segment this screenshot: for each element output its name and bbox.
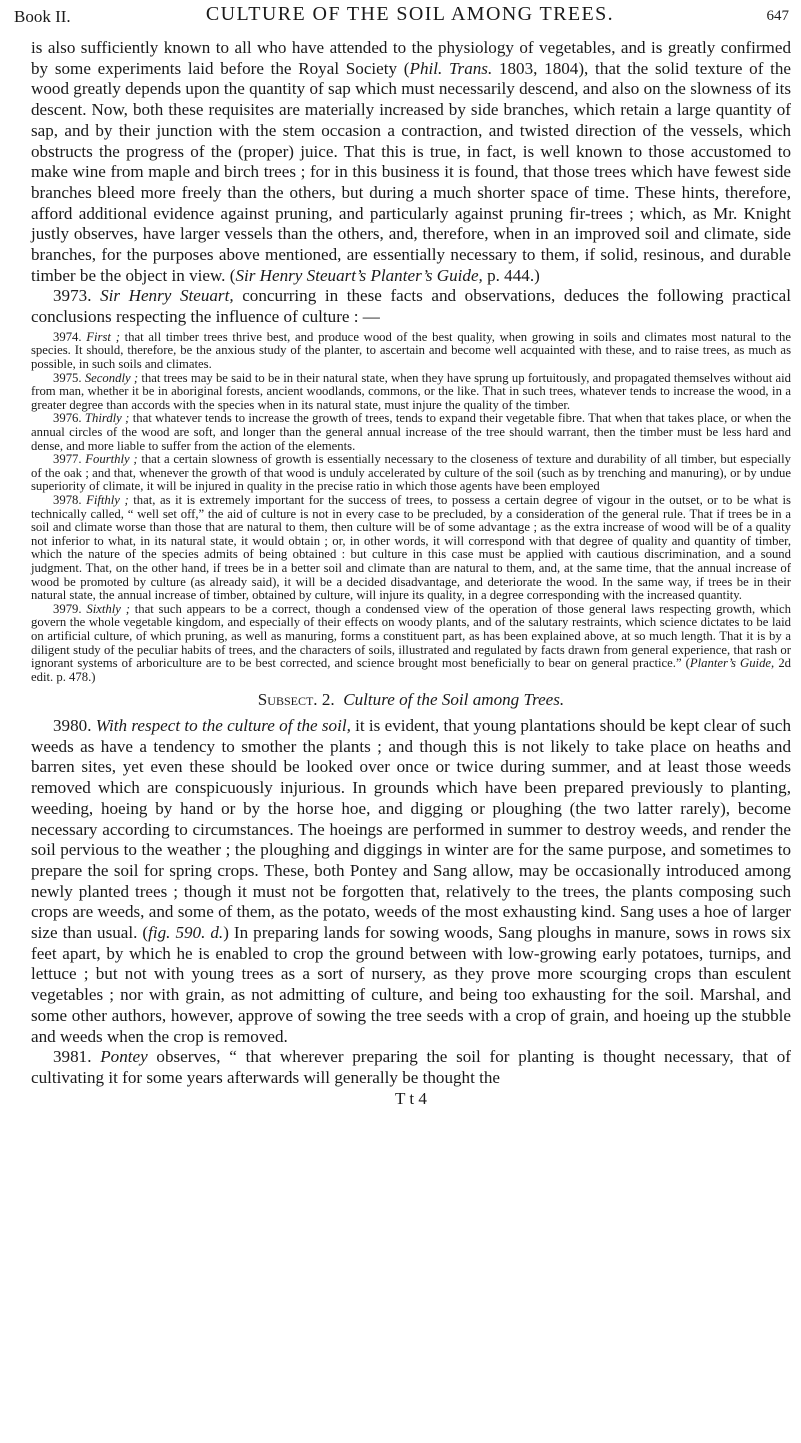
paragraph-3978: 3978. Fifthly ; that, as it is extremely important for the success of trees, to possess a certain degree of vigour in the outset, or to be what is technically called, “ well set off,” the aid of culture is not in every case to be precluded, by a consideration of the general rule. That if trees be in a soil and climate worse than those that are natural to them, then culture will be of some advantage ; as the extra increase of wood will be of a quality not inferior to what, in its natural state, it would obtain ; or, in other words, it will correspond with that degree of quality and quantity of timber, which the nature of the species admits of being obtained : but culture in this case must be applied with cautious discrimination, and a sound judgment. That, on the other hand, if trees be in a better soil and climate than are natural to them, and, at the same time, that the annual increase of wood be promoted by culture (as already said), it will be a decided disadvantage, and deteriorate the wood. In the same way, if trees be in their natural state, the annual increase of timber, obtained by culture, will injure its quality, in a degree corresponding with the increased quantity. [31,492,791,603]
running-header [0,0,801,36]
body-text [31,38,791,1109]
paragraph-3979: 3979. Sixthly ; that such appears to be a correct, though a condensed view of the operation of those general laws respecting growth, which govern the whole vegetable kingdom, and especially of their effects on woody plants, and of the salutary restraints, which science dictates to be laid on artificial culture, of which pruning, as well as manuring, forms a constituent part, as has been explained above, at so much length. That it is by a diligent study of the peculiar habits of trees, and the characters of soils, illustrated and regulated by facts drawn from general experience, that rash or ignorant systems of arboriculture are to be best corrected, and science brought most beneficially to bear on general practice.” (Planter’s Guide, 2d edit. p. 478.) [31,601,792,684]
subsection-heading: Subsect. 2. Culture of the Soil among Trees. [257,690,565,710]
paragraph-3974: 3974. First ; that all timber trees thrive best, and produce wood of the best quality, when growing in soils and climates most natural to the species. It should, therefore, be the anxious study of the planter, to ascertain and become well acquainted with these, and to raise trees, as much as possible, in such soils and climates. [31,329,791,372]
paragraph-continued: is also sufficiently known to all who have attended to the physiology of vegetables, and is greatly confirmed by some experiments laid before the Royal Society (Phil. Trans. 1803, 1804), that the solid texture of the wood greatly depends upon the quantity of sap which must necessarily descend, and also on the slowness of its descent. Now, both these requisites are materially increased by side branches, which retain a large quantity of sap, and by their junction with the stem occasion a contraction, and twisted direction of the vessels, which obstructs the progress of the (proper) juice. That this is true, in fact, is well known to those accustomed to make wine from maple and birch trees ; for in this business it is found, that those trees which have fewest side branches bleed more freely than the others, but during a much shorter space of time. These hints, therefore, afford additional evidence against pruning, and particularly against pruning fir-trees ; which, as Mr. Knight justly observes, have larger vessels than the others, and, therefore, when in an improved soil and climate, side branches, for the purposes above mentioned, are essentially necessary to them, if solid, resinous, and durable timber be the object in view. (Sir Henry Steuart’s Planter’s Guide, p. 444.) [31,38,791,285]
signature-mark: T t 4 [395,1088,427,1108]
paragraph-3981: 3981. Pontey observes, “ that wherever preparing the soil for planting is thought necessary, that of cultivating it for some years afterwards will generally be thought the [31,1047,792,1087]
paragraph-3980: 3980. With respect to the culture of the soil, it is evident, that young plantations should be kept clear of such weeds as have a tendency to smother the plants ; and though this is not likely to take place on heaths and barren sites, yet even these should be looked over once or twice during summer, and at least those weeds removed which are conspicuously injurious. In grounds which have been prepared previously to planting, weeding, hoeing by hand or by the horse hoe, and digging or ploughing (the two latter rarely), become necessary according to circumstances. The hoeings are performed in summer to destroy weeds, and render the soil pervious to the weather ; the ploughing and diggings in winter are for the same purpose, and sometimes to prepare the soil for spring crops. These, both Pontey and Sang allow, may be occasionally introduced among newly planted trees ; though it must not be forgotten that, relatively to the trees, the plants composing such crops are weeds, and some of them, as the potato, weeds of the most exhausting kind. Sang uses a hoe of larger size than usual. (fig. 590. d.) In preparing lands for sowing woods, Sang ploughs in manure, sows in rows six feet apart, by which he is enabled to crop the ground between with low-growing early potatoes, turnips, and lettuce ; but not with young trees as a sort of nursery, as they prove more scourging crops than esculent vegetables ; nor with grain, as not admitting of culture, and being too exhausting for the soil. Marshal, and some other authors, however, approve of sowing the tree seeds with a crop of grain, and hoeing up the stubble and weeds when the crop is removed. [31,715,791,1046]
page-number: 647 [766,8,789,24]
page-title: CULTURE OF THE SOIL AMONG TREES. [205,3,615,25]
paragraph-3975: 3975. Secondly ; that trees may be said to be in their natural state, when they have sprung up fortuitously, and propagated themselves without aid from man, whether it be in aboriginal forests, ancient woodlands, commons, or the like. That in such trees, whatever tends to increase the wood, in a greater degree than accords with the species when in its natural state, must injure the quality of the timber. [31,370,791,412]
paragraph-3977: 3977. Fourthly ; that a certain slowness of growth is essentially necessary to the closeness of texture and durability of all timber, but especially of the oak ; and that, whenever the growth of that wood is unduly accelerated by culture of the soil (such as by trenching and manuring), or by undue superiority of climate, it will be injured in quality in the precise ratio in which those agents have been employed [31,452,791,494]
paragraph-3976: 3976. Thirdly ; that whatever tends to increase the growth of trees, tends to expand their vegetable fibre. That when that takes place, or when the annual circles of the wood are soft, and longer than the general annual increase of the tree should warrant, then the timber must be less hard and dense, and more liable to suffer from the action of the elements. [31,411,791,453]
book-label: Book II. [14,7,71,26]
paragraph-3973: 3973. Sir Henry Steuart, concurring in these facts and observations, deduces the following practical conclusions respecting the influence of culture : — [31,286,791,327]
